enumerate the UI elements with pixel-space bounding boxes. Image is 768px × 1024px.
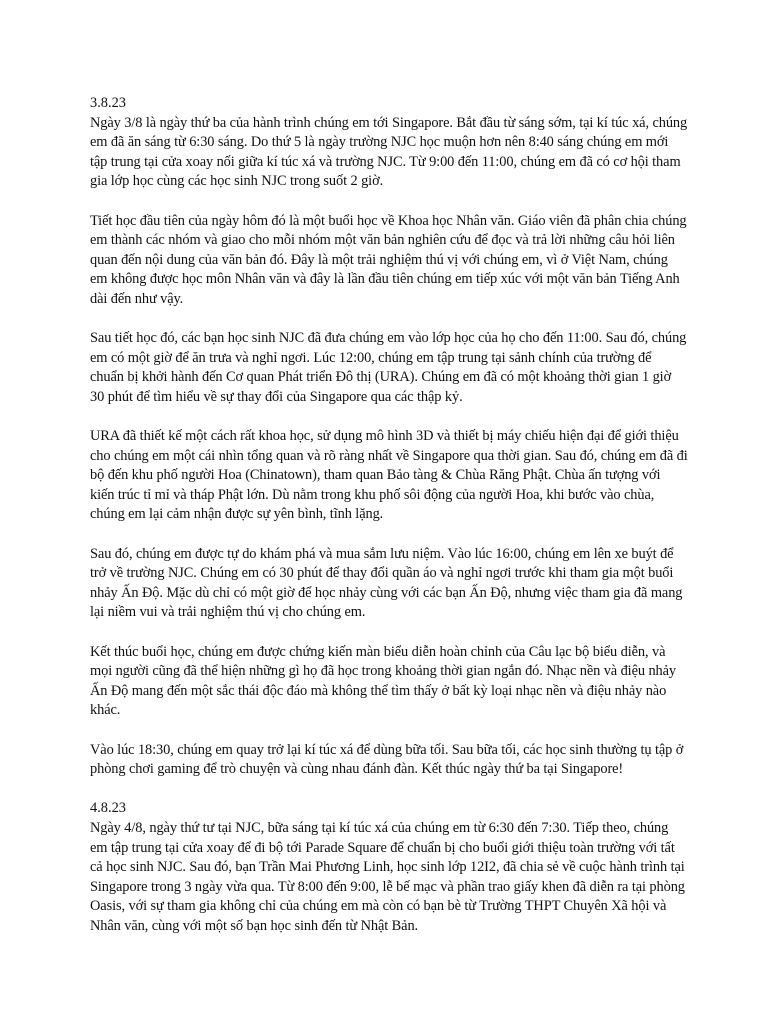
paragraph: Tiết học đầu tiên của ngày hôm đó là một buổi học về Khoa học Nhân văn. Giáo viên đã phân chia chúng em thành các nhóm và giao cho mỗi nhóm một văn bản nghiên cứu để đọc và trả lời những câu hỏi liên quan đến nội dung của văn bản đó. Đây là một trải nghiệm thú vị với chúng em, vì ở Việt Nam, chúng em không được học môn Nhân văn và đây là lần đầu tiên chúng em tiếp xúc với một văn bản Tiếng Anh dài đến như vậy.	[90, 212, 687, 307]
paragraph: URA đã thiết kế một cách rất khoa học, sử dụng mô hình 3D và thiết bị máy chiếu hiện đại để giới thiệu cho chúng em một cái nhìn tổng quan và rõ ràng nhất về Singapore qua thời gian. Sau đó, chúng em đã đi bộ đến khu phố người Hoa (Chinatown), tham quan Bảo tàng & Chùa Răng Phật. Chùa ấn tượng với kiến trúc tỉ mỉ và tháp Phật lớn. Dù nằm trong khu phố sôi động của người Hoa, khi bước vào chùa, chúng em lại cảm nhận được sự yên bình, tĩnh lặng.	[90, 428, 688, 523]
paragraph: Sau đó, chúng em được tự do khám phá và mua sắm lưu niệm. Vào lúc 16:00, chúng em lên xe buýt để trở về trường NJC. Chúng em có 30 phút để thay đổi quần áo và nghỉ ngơi trước khi tham gia một buổi nhảy Ấn Độ. Mặc dù chỉ có một giờ để học nhảy cùng với các bạn Ấn Độ, nhưng việc tham gia đã mang lại niềm vui và trải nghiệm thú vị cho chúng em.	[90, 545, 683, 621]
paragraph: Kết thúc buổi học, chúng em được chứng kiến màn biểu diễn hoàn chỉnh của Câu lạc bộ biểu diễn, và mọi người cũng đã thể hiện những gì họ đã học trong khoảng thời gian ngắn đó. Nhạc nền và điệu nhảy Ấn Độ mang đến một sắc thái độc đáo mà không thể tìm thấy ở bất kỳ loại nhạc nền và điệu nhảy nào khác.	[90, 643, 677, 719]
diary-entry-4-8	[90, 799, 688, 936]
entry-date: 4.8.23	[90, 800, 126, 817]
paragraph: Vào lúc 18:30, chúng em quay trở lại kí túc xá để dùng bữa tối. Sau bữa tối, các học sinh thường tụ tập ở phòng chơi gaming để trò chuyện và cùng nhau đánh đàn. Kết thúc ngày thứ ba tại Singapore!	[90, 741, 684, 778]
paragraph: Ngày 3/8 là ngày thứ ba của hành trình chúng em tới Singapore. Bắt đầu từ sáng sớm, tại kí túc xá, chúng em đã ăn sáng từ 6:30 sáng. Do thứ 5 là ngày trường NJC học muộn hơn nên 8:40 sáng chúng em mới tập trung tại cửa xoay nối giữa kí túc xá và trường NJC. Từ 9:00 đến 11:00, chúng em đã có cơ hội tham gia lớp học cùng các học sinh NJC trong suốt 2 giờ.	[90, 114, 688, 190]
entry-date: 3.8.23	[90, 95, 126, 111]
paragraph: Sau tiết học đó, các bạn học sinh NJC đã đưa chúng em vào lớp học của họ cho đến 11:00. Sau đó, chúng em có một giờ để ăn trưa và nghỉ ngơi. Lúc 12:00, chúng em tập trung tại sảnh chính của trường để chuẩn bị khởi hành đến Cơ quan Phát triển Đô thị (URA). Chúng em đã có một khoảng thời gian 1 giờ 30 phút để tìm hiểu về sự thay đổi của Singapore qua các thập kỷ.	[90, 330, 687, 405]
document-page	[90, 94, 688, 956]
diary-entry-3-8	[90, 94, 688, 780]
paragraph: Ngày 4/8, ngày thứ tư tại NJC, bữa sáng tại kí túc xá của chúng em từ 6:30 đến 7:30. Tiếp theo, chúng em tập trung tại cửa xoay để đi bộ tới Parade Square để chuẩn bị cho buổi giới thiệu toàn trường với tất cả học sinh NJC. Sau đó, bạn Trần Mai Phương Linh, học sinh lớp 12I2, đã chia sẻ về cuộc hành trình tại Singapore trong 3 ngày vừa qua. Từ 8:00 đến 9:00, lễ bế mạc và phần trao giấy khen đã diễn ra tại phòng Oasis, với sự tham gia không chỉ của chúng em mà còn có bạn bè từ Trường THPT Chuyên Xã hội và Nhân văn, cùng với một số bạn học sinh đến từ Nhật Bản.	[90, 819, 685, 934]
